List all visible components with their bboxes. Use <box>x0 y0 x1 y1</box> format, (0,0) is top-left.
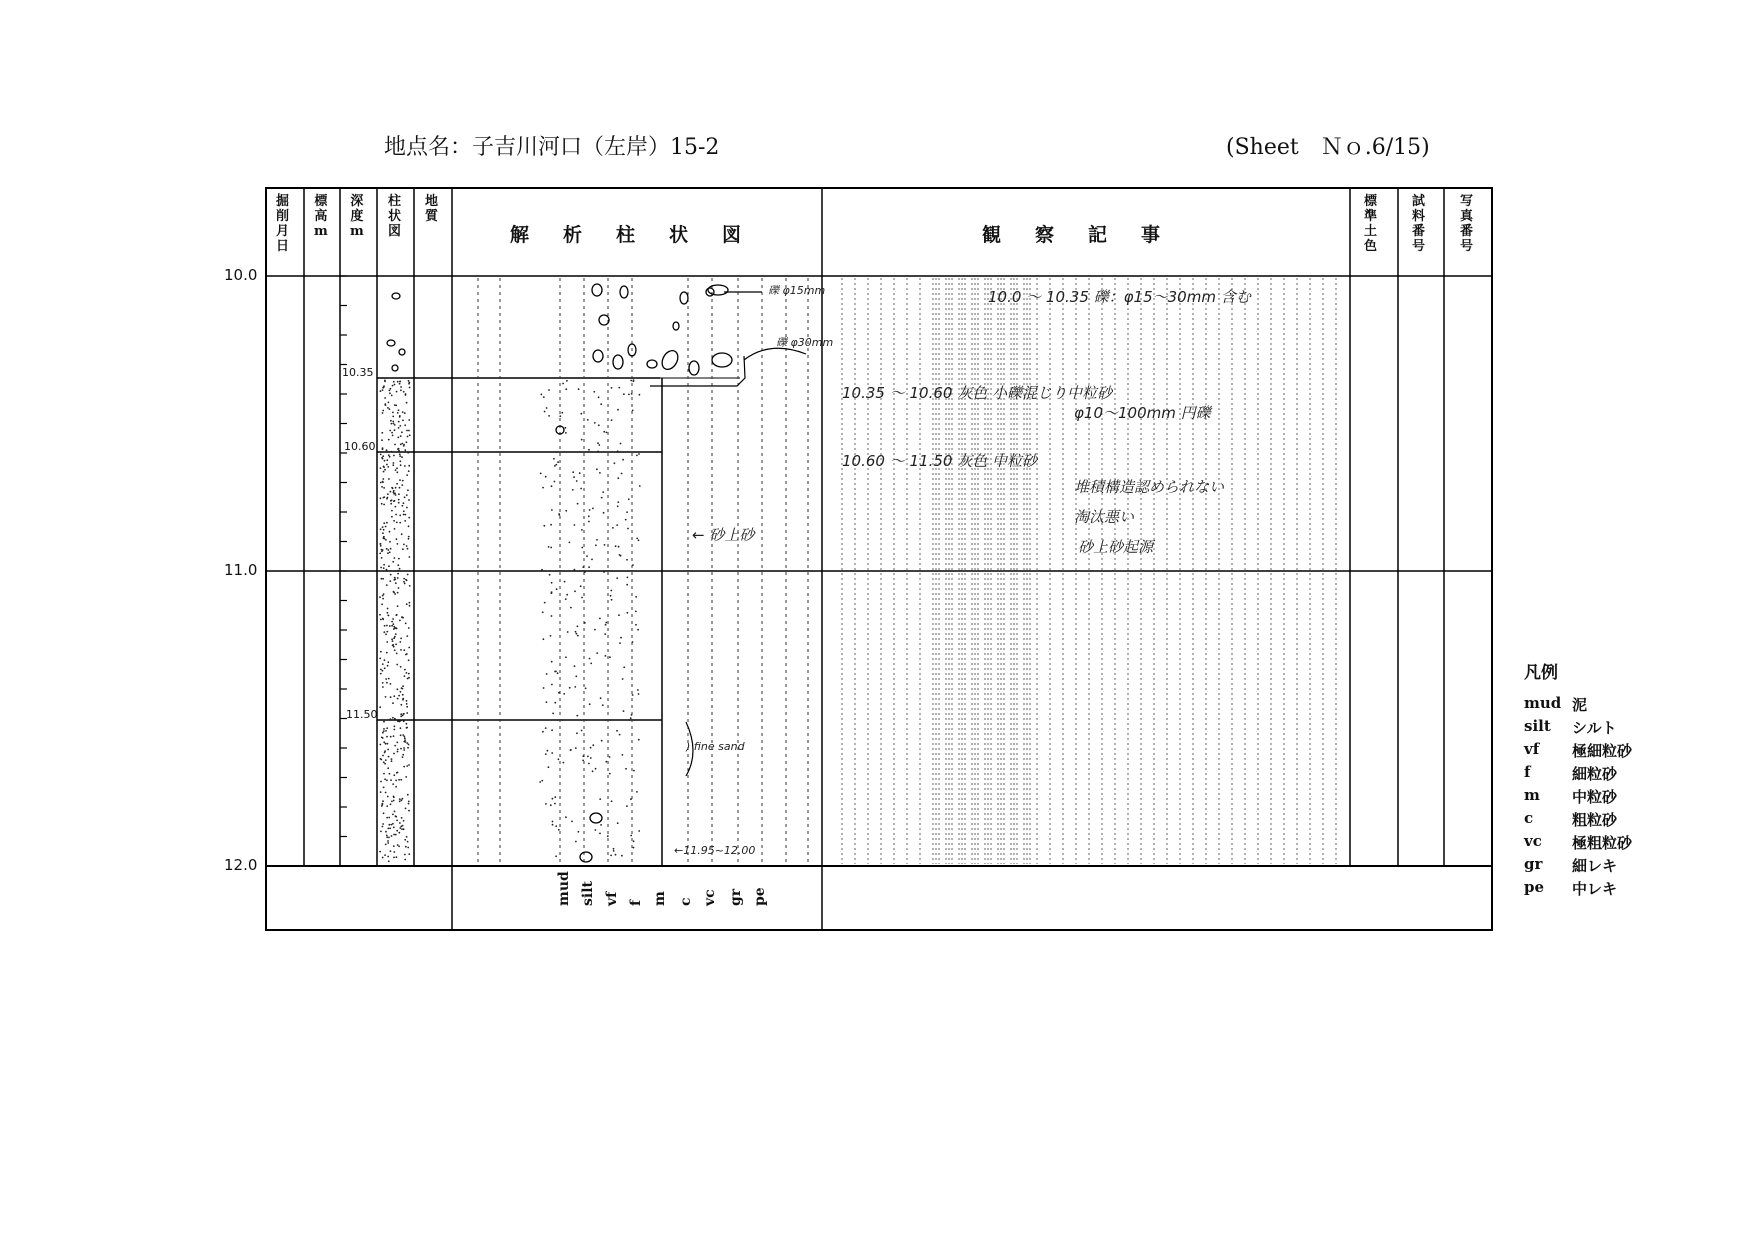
legend-name: 粗粒砂 <box>1572 811 1618 829</box>
grain-c: c <box>678 897 694 906</box>
obs-line-3: φ10～100mm 円礫 <box>1074 404 1211 422</box>
grain-gr: gr <box>728 888 744 906</box>
note-bottom: ←11.95~12.00 <box>674 844 756 857</box>
grain-vc: vc <box>702 889 718 906</box>
legend-name: 細粒砂 <box>1572 765 1618 783</box>
legend-item-f <box>1524 763 1618 783</box>
legend-name: 細レキ <box>1572 857 1618 875</box>
grain-f: f <box>628 899 644 906</box>
col-shindo-header: 深 度 m <box>350 194 364 239</box>
legend-code: m <box>1524 786 1540 804</box>
legend-code: gr <box>1524 855 1543 873</box>
legend-code: vf <box>1524 740 1540 758</box>
legend-item-gr <box>1524 855 1618 875</box>
grain-m: m <box>652 891 668 906</box>
analysis-column-title: 解析柱状図 <box>510 224 776 246</box>
depth-label-12: 12.0 <box>224 856 258 874</box>
legend-name: シルト <box>1572 719 1617 737</box>
legend-item-pe <box>1524 878 1618 898</box>
obs-line-1: 10.0 ～ 10.35 礫：φ15～30mm 含む <box>988 288 1251 306</box>
legend-name: 中粒砂 <box>1572 788 1618 806</box>
col-soil-color-header: 標 準 土 色 <box>1364 194 1378 254</box>
depth-label-11: 11.0 <box>224 561 258 579</box>
legend-code: mud <box>1524 694 1562 712</box>
col-chuzu-header: 柱 状 図 <box>388 194 402 239</box>
site-name: 地点名：子吉川河口（左岸）15-2 <box>384 135 720 160</box>
note-arrow: ← 砂上砂 <box>692 526 755 544</box>
grain-mud: mud <box>556 871 572 906</box>
legend-code: c <box>1524 809 1534 827</box>
legend-title: 凡例 <box>1524 663 1558 683</box>
legend-item-m <box>1524 786 1618 806</box>
observation-column-title: 観察記事 <box>982 224 1195 246</box>
col-sample-no-header: 試 料 番 号 <box>1412 194 1426 254</box>
col-chishitsu-header: 地 質 <box>425 194 439 224</box>
legend-item-mud <box>1524 694 1588 714</box>
note-gravel-top: 礫 φ15mm <box>768 284 826 297</box>
legend-code: silt <box>1524 717 1551 735</box>
grain-pe: pe <box>752 887 768 906</box>
legend-name: 中レキ <box>1572 880 1618 898</box>
depth-label-10: 10.0 <box>224 266 258 284</box>
boundary-label: 11.50 <box>346 708 378 721</box>
legend-name: 極粗粒砂 <box>1572 834 1633 852</box>
legend-code: vc <box>1524 832 1542 850</box>
col-photo-no-header: 写 真 番 号 <box>1460 194 1474 254</box>
obs-line-4: 10.60 ～ 11.50 灰色 中粒砂 <box>842 452 1037 470</box>
obs-line-6: 淘汰悪い <box>1074 508 1135 526</box>
col-kussaku-header: 掘 削 月 日 <box>276 194 290 254</box>
legend-code: f <box>1524 763 1531 781</box>
obs-line-7: 砂上砂起源 <box>1078 538 1154 556</box>
boundary-label: 10.60 <box>344 440 376 453</box>
legend-name: 極細粒砂 <box>1572 742 1633 760</box>
obs-line-2: 10.35 ～ 10.60 灰色 小礫混じり中粒砂 <box>842 384 1112 402</box>
col-hyoko-header: 標 高 m <box>314 194 328 239</box>
grain-vf: vf <box>604 891 620 906</box>
obs-line-5: 堆積構造認められない <box>1074 478 1225 496</box>
legend-code: pe <box>1524 878 1545 896</box>
legend-item-c <box>1524 809 1618 829</box>
sheet-number: (Sheet Ｎｏ.6/15) <box>1226 135 1430 160</box>
legend-name: 泥 <box>1572 696 1588 714</box>
legend-item-vc <box>1524 832 1633 852</box>
note-fine: ) fine sand <box>686 740 745 753</box>
legend-item-silt <box>1524 717 1617 737</box>
legend-item-vf <box>1524 740 1633 760</box>
grain-silt: silt <box>580 881 596 906</box>
note-gravel-mid: 礫 φ30mm <box>776 336 834 349</box>
boundary-label: 10.35 <box>342 366 374 379</box>
